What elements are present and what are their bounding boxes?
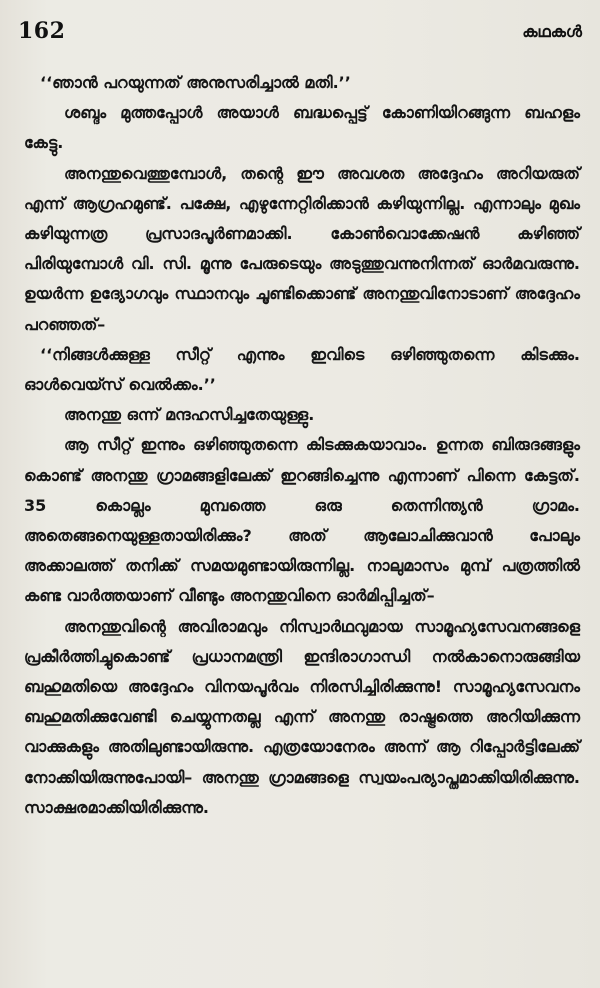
body-text: [24, 68, 580, 823]
paragraph-5: അനന്തു ഒന്ന് മന്ദഹസിച്ചതേയുള്ളു.: [64, 405, 315, 425]
paragraph-2: ശബ്ദം മുത്തപ്പോൾ അയാൾ ബദ്ധപ്പെട്ട് കോണിയിറങ്ങുന്ന ബഹളം കേട്ടു.: [24, 103, 580, 153]
running-head: കഥകൾ: [522, 22, 582, 41]
paragraph-7: അനന്തുവിന്റെ അവിരാമവും നിസ്വാർഥവുമായ സാമൂഹ്യസേവനങ്ങളെ പ്രകീർത്തിച്ചുകൊണ്ട് പ്രധാനമന്ത്രി ഇന്ദിരാഗാന്ധി നൽകാനൊരുങ്ങിയ ബഹുമതിയെ അദ്ദേഹം വിനയപൂർവം നിരസിച്ചിരിക്കുന്നു! സാമൂഹ്യസേവനം ബഹുമതിക്കുവേണ്ടി ചെയ്യുന്നതല്ല എന്ന് അനന്തു രാഷ്ട്രത്തെ അറിയിക്കുന്ന വാക്കുകളും അതിലുണ്ടായിരുന്നു. എത്രയോനേരം അന്ന് ആ റിപ്പോർട്ടിലേക്ക് നോക്കിയിരുന്നുപോയി– അനന്തു ഗ്രാമങ്ങളെ സ്വയംപര്യാപ്തമാക്കിയിരിക്കുന്നു. സാക്ഷരമാക്കിയിരിക്കുന്നു.: [24, 616, 580, 817]
page-header: [18, 18, 582, 58]
paragraph-4: ‘‘നിങ്ങൾക്കുള്ള സീറ്റ് എന്നും ഇവിടെ ഒഴിഞ്ഞുതന്നെ കിടക്കും. ഓൾവെയ്സ് വെൽക്കം.’’: [24, 344, 580, 395]
paragraph-3: അനന്തുവെത്തുമ്പോൾ, തന്റെ ഈ അവശത അദ്ദേഹം അറിയരുത് എന്ന് ആഗ്രഹമുണ്ട്. പക്ഷേ, എഴുന്നേറ്റിരിക്കാൻ കഴിയുന്നില്ല. എന്നാലും മുഖം കഴിയുന്നത്ര പ്രസാദപൂർണമാക്കി. കോൺവൊക്കേഷൻ കഴിഞ്ഞ് പിരിയുമ്പോൾ വി. സി. മൂന്നു പേരുടെയും അടുത്തുവന്നുനിന്നത് ഓർമവരുന്നു. ഉയർന്ന ഉദ്യോഗവും സ്ഥാനവും ചൂണ്ടിക്കൊണ്ട് അനന്തുവിനോടാണ് അദ്ദേഹം പറഞ്ഞത്–: [24, 163, 580, 334]
paragraph-6: ആ സീറ്റ് ഇന്നും ഒഴിഞ്ഞുതന്നെ കിടക്കുകയാവാം. ഉന്നത ബിരുദങ്ങളും കൊണ്ട് അനന്തു ഗ്രാമങ്ങളിലേക്ക് ഇറങ്ങിച്ചെന്നു എന്നാണ് പിന്നെ കേട്ടത്. 35 കൊല്ലം മുമ്പത്തെ ഒരു തെന്നിന്ത്യൻ ഗ്രാമം. അതെങ്ങനെയുള്ളതായിരിക്കും? അത് ആലോചിക്കുവാൻ പോലും അക്കാലത്ത് തനിക്ക് സമയമുണ്ടായിരുന്നില്ല. നാലുമാസം മുമ്പ് പത്രത്തിൽ കണ്ട വാർത്തയാണ് വീണ്ടും അനന്തുവിനെ ഓർമിപ്പിച്ചത്–: [24, 435, 580, 606]
paragraph-1: ‘‘ഞാൻ പറയുന്നത് അനുസരിച്ചാൽ മതി.’’: [40, 73, 351, 92]
page-number: 162: [18, 18, 66, 44]
